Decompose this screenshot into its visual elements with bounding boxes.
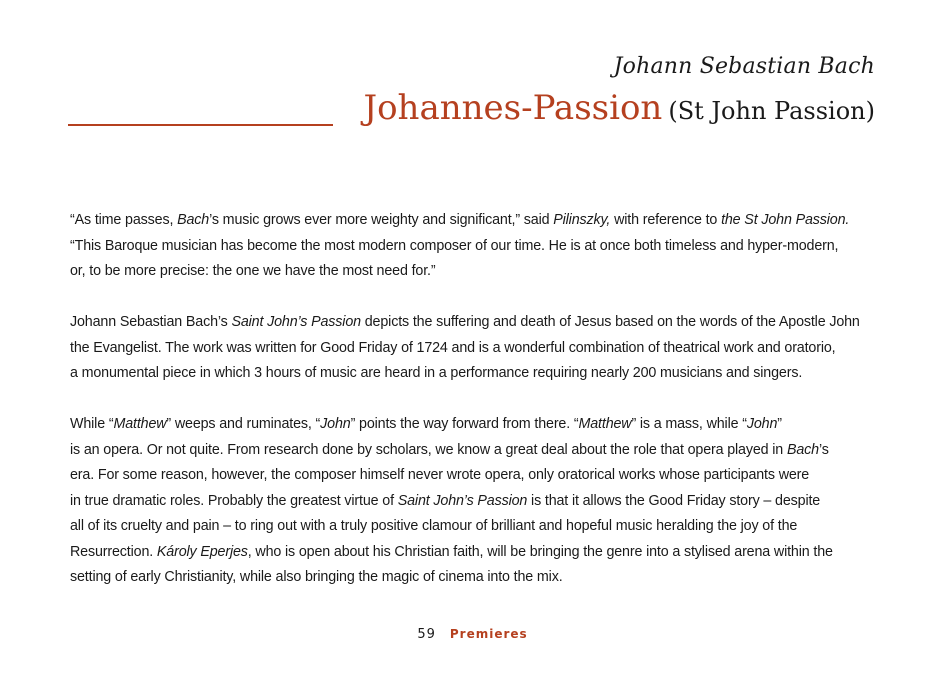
italic-text: Matthew [113,416,167,432]
text-run: ” points the way forward from there. “ [350,416,579,432]
italic-text: Matthew [578,416,632,432]
text-run: “This Baroque musician has become the most modern composer of our time. He is at once both timeless and hyper-modern, [70,237,839,254]
text-run: with reference to [610,212,722,228]
text-line [70,540,880,566]
text-line [70,208,880,234]
italic-text: Pilinszky, [553,212,611,228]
text-run: ” weeps and ruminates, “ [166,416,321,432]
text-run: Johann Sebastian Bach’s [70,314,232,330]
text-run: ’s music grows ever more weighty and significant,” said [209,212,554,228]
text-run: a monumental piece in which 3 hours of music are heard in a performance requiring nearly 200 musicians and singers. [70,365,803,381]
text-line [70,514,880,540]
paragraph [70,412,880,591]
text-run: depicts the suffering and death of Jesus based on the words of the Apostle John [360,314,860,330]
text-line [70,361,880,387]
italic-text: the St John Passion. [721,212,850,228]
section-name: Premieres [449,627,528,641]
text-line [70,463,880,489]
text-line [70,259,880,285]
text-run: is an opera. Or not quite. From research done by scholars, we know a great deal about the role that opera played in [70,441,787,458]
text-run: era. For some reason, however, the composer himself never wrote opera, only oratorical works whose participants were [70,467,810,483]
text-run: is that it allows the Good Friday story – despite [527,492,821,509]
title-wrap [363,88,875,128]
text-run: , who is open about his Christian faith, will be bringing the genre into a stylised arena within the [247,543,833,560]
italic-text: Bach [177,212,210,228]
text-line [70,310,880,336]
italic-text: Saint John’s Passion [231,314,361,330]
work-subtitle: (St John Passion) [668,97,875,125]
text-line [70,438,880,464]
text-run: in true dramatic roles. Probably the greatest virtue of [70,492,398,509]
title-block [68,88,875,134]
text-line [70,412,880,438]
text-run: “As time passes, [70,212,178,228]
paragraph [70,208,880,285]
paragraph-gap [70,387,880,413]
paragraph-gap [70,285,880,311]
text-run: ” [777,416,782,432]
text-run: While “ [70,416,114,432]
text-run: ” is a mass, while “ [631,416,747,432]
text-run: or, to be more precise: the one we have the most need for.” [70,263,436,279]
text-line [70,336,880,362]
page-footer [0,627,945,642]
italic-text: John [320,416,351,432]
text-run: setting of early Christianity, while also bringing the magic of cinema into the mix. [70,569,563,585]
text-run: Resurrection. [70,543,157,560]
text-run: the Evangelist. The work was written for Good Friday of 1724 and is a wonderful combination of theatrical work and oratorio, [70,339,836,356]
italic-text: John [746,416,778,432]
text-run: all of its cruelty and pain – to ring out with a truly positive clamour of brilliant and hopeful music heralding the joy of the [70,518,798,534]
work-title: Johannes-Passion [363,88,663,128]
article-body [70,208,880,591]
italic-text: Bach [786,441,819,458]
text-line [70,565,880,591]
italic-text: Saint John’s Passion [397,492,528,509]
text-run: ’s [818,441,829,458]
title-rule [68,124,333,126]
composer-name: Johann Sebastian Bach [613,54,875,79]
page-number: 59 [417,627,436,642]
paragraph [70,310,880,387]
text-line [70,489,880,515]
text-line [70,234,880,260]
italic-text: Károly Eperjes [156,543,248,560]
